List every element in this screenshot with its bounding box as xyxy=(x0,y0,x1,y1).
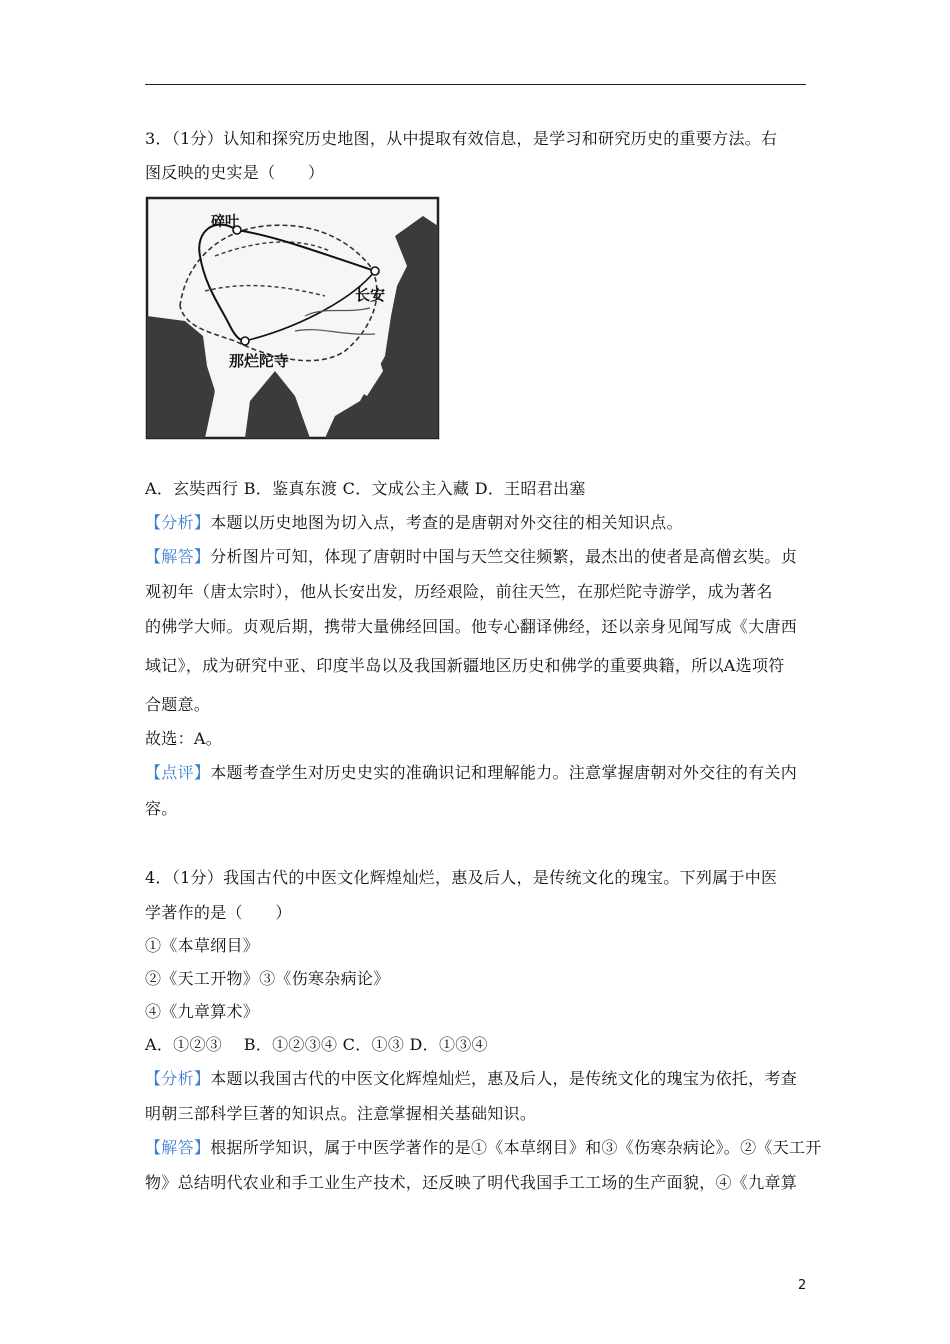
q4-answer xyxy=(145,1137,822,1159)
map-label-nalantuosi: 那烂陀寺 xyxy=(229,352,290,370)
q3-comment-line2: 容。 xyxy=(145,799,178,818)
q3-options: A．玄奘西行 B．鉴真东渡 C．文成公主入藏 D．王昭君出塞 xyxy=(145,479,586,498)
q3-comment-line1: 本题考查学生对历史史实的准确识记和理解能力。注意掌握唐朝对外交往的有关内 xyxy=(210,763,798,782)
q3-answer-line5: 合题意。 xyxy=(145,695,211,714)
q4-analysis xyxy=(145,1068,797,1090)
q3-comment xyxy=(145,762,797,784)
q4-answer-line2: 物》总结明代农业和手工业生产技术，还反映了明代我国手工工场的生产面貌，④《九章算 xyxy=(145,1173,798,1192)
nalantuo-point-icon xyxy=(241,337,249,345)
history-map xyxy=(145,196,440,440)
q3-choice: 故选：A。 xyxy=(145,729,223,748)
map-label-changan: 长安 xyxy=(355,286,386,304)
q3-stem-line1: 3．（1分）认知和探究历史地图，从中提取有效信息，是学习和研究历史的重要方法。右 xyxy=(145,129,778,148)
q4-stem-line1: 4．（1分）我国古代的中医文化辉煌灿烂，惠及后人，是传统文化的瑰宝。下列属于中医 xyxy=(145,868,778,887)
q3-analysis xyxy=(145,512,683,534)
q4-stem-line2: 学著作的是（ ） xyxy=(145,903,292,922)
q4-answer-line1: 根据所学知识，属于中医学著作的是①《本草纲目》和③《伤寒杂病论》。②《天工开 xyxy=(210,1138,822,1157)
header-rule xyxy=(145,84,806,85)
q4-options: A．①②③ B．①②③④ C．①③ D．①③④ xyxy=(145,1035,488,1054)
comment-tag: 【点评】 xyxy=(145,763,211,782)
q4-analysis-line1: 本题以我国古代的中医文化辉煌灿烂，惠及后人，是传统文化的瑰宝为依托，考查 xyxy=(210,1069,798,1088)
q3-answer xyxy=(145,546,797,568)
map-label-suiye: 碎叶 xyxy=(211,214,239,230)
q3-answer-line1: 分析图片可知，体现了唐朝时中国与天竺交往频繁，最杰出的使者是高僧玄奘。贞 xyxy=(210,547,798,566)
q4-item1: ①《本草纲目》 xyxy=(145,936,260,955)
changan-point-icon xyxy=(371,267,379,275)
analysis-tag: 【分析】 xyxy=(145,513,211,532)
q3-stem-line2: 图反映的史实是（ ） xyxy=(145,163,325,182)
q4-item23: ②《天工开物》③《伤寒杂病论》 xyxy=(145,969,390,988)
analysis-tag: 【分析】 xyxy=(145,1069,211,1088)
q4-analysis-line2: 明朝三部科学巨著的知识点。注意掌握相关基础知识。 xyxy=(145,1104,537,1123)
answer-tag: 【解答】 xyxy=(145,1138,211,1157)
history-map-svg xyxy=(145,196,440,440)
q4-item4: ④《九章算术》 xyxy=(145,1002,260,1021)
page-number: 2 xyxy=(798,1278,807,1293)
q3-answer-line4: 域记》，成为研究中亚、印度半岛以及我国新疆地区历史和佛学的重要典籍，所以A选项符 xyxy=(145,656,785,675)
q3-analysis-text: 本题以历史地图为切入点，考查的是唐朝对外交往的相关知识点。 xyxy=(210,513,683,532)
q3-answer-line2: 观初年（唐太宗时），他从长安出发，历经艰险，前往天竺，在那烂陀寺游学，成为著名 xyxy=(145,582,773,601)
answer-tag: 【解答】 xyxy=(145,547,211,566)
q3-answer-line3: 的佛学大师。贞观后期，携带大量佛经回国。他专心翻译佛经，还以亲身见闻写成《大唐西 xyxy=(145,617,798,636)
